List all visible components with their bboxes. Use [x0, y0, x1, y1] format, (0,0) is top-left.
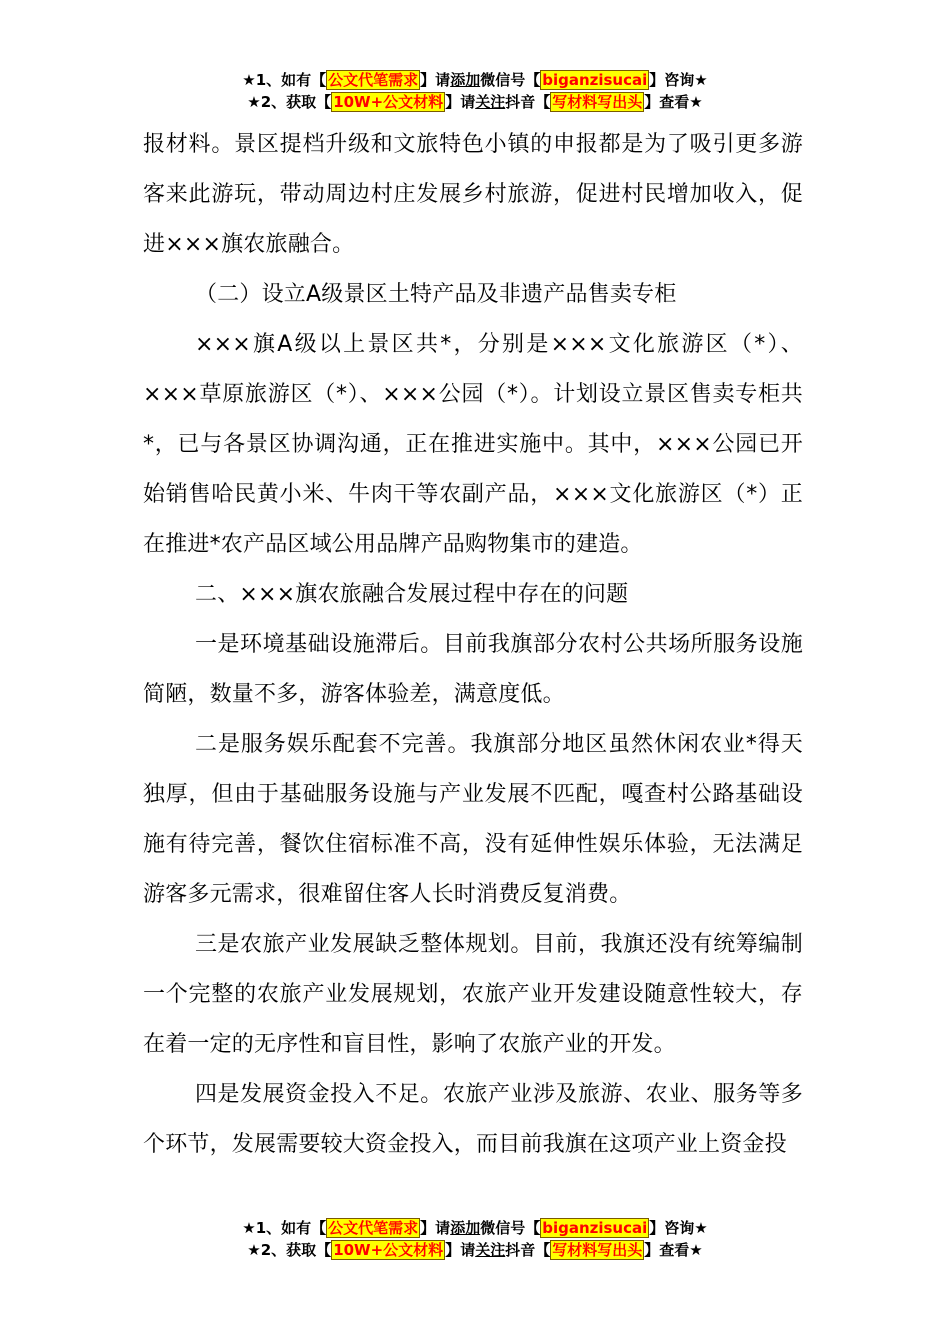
ad-highlight-service: 公文代笔需求: [328, 1219, 419, 1237]
ad-text: 】查看★: [644, 93, 703, 111]
ad-line-1: [0, 69, 950, 91]
ad-line-1: [0, 1217, 950, 1239]
ad-highlight-wechat-id: biganzisucai: [542, 1219, 648, 1237]
ad-highlight-douyin: 写材料写出头: [552, 1241, 643, 1259]
footer-ad-banner: [0, 1217, 950, 1261]
section-heading-problems: 二、×××旗农旅融合发展过程中存在的问题: [195, 582, 629, 607]
ad-emphasis: 关注: [475, 1241, 506, 1259]
ad-text: ★2、获取【: [247, 93, 332, 111]
header-ad-banner: [0, 69, 950, 113]
ad-text: 】咨询★: [649, 1219, 708, 1237]
ad-text: ★1、如有【: [242, 1219, 327, 1237]
ad-text: 】查看★: [644, 1241, 703, 1259]
ad-text: 】请: [420, 71, 451, 89]
ad-highlight-service: 公文代笔需求: [328, 71, 419, 89]
ad-highlight-materials: 10W+公文材料: [333, 1241, 444, 1259]
ad-highlight-wechat-id: biganzisucai: [542, 71, 648, 89]
document-body: [143, 120, 803, 1170]
ad-text: 抖音【: [505, 1241, 551, 1259]
ad-text: 】咨询★: [649, 71, 708, 89]
ad-text: 】请: [445, 1241, 476, 1259]
ad-text: 】请: [420, 1219, 451, 1237]
paragraph-problem-1: 一是环境基础设施滞后。目前我旗部分农村公共场所服务设施简陋，数量不多，游客体验差，满意度低。: [143, 632, 803, 707]
ad-emphasis: 添加: [450, 1219, 481, 1237]
paragraph-continuation: 报材料。景区提档升级和文旅特色小镇的申报都是为了吸引更多游客来此游玩，带动周边村庄发展乡村旅游，促进村民增加收入，促进×××旗农旅融合。: [143, 132, 803, 257]
paragraph-scenic-areas: ×××旗A级以上景区共*，分别是×××文化旅游区（*）、×××草原旅游区（*）、×××公园（*）。计划设立景区售卖专柜共*，已与各景区协调沟通，正在推进实施中。其中，×××公园已开始销售哈民黄小米、牛肉干等农副产品，×××文化旅游区（*）正在推进*农产品区域公用品牌产品购物集市的建造。: [143, 332, 803, 557]
section-heading-sales-counter: （二）设立A级景区土特产品及非遗产品售卖专柜: [195, 282, 677, 307]
ad-highlight-douyin: 写材料写出头: [552, 93, 643, 111]
ad-emphasis: 添加: [450, 71, 481, 89]
ad-text: ★1、如有【: [242, 71, 327, 89]
ad-text: 抖音【: [505, 93, 551, 111]
ad-text: 微信号【: [480, 71, 541, 89]
ad-text: 】请: [445, 93, 476, 111]
ad-highlight-materials: 10W+公文材料: [333, 93, 444, 111]
ad-line-2: [0, 91, 950, 113]
ad-text: 微信号【: [480, 1219, 541, 1237]
paragraph-problem-4: 四是发展资金投入不足。农旅产业涉及旅游、农业、服务等多个环节，发展需要较大资金投入，而目前我旗在这项产业上资金投: [143, 1082, 803, 1157]
paragraph-problem-3: 三是农旅产业发展缺乏整体规划。目前，我旗还没有统筹编制一个完整的农旅产业发展规划，农旅产业开发建设随意性较大，存在着一定的无序性和盲目性，影响了农旅产业的开发。: [143, 932, 803, 1057]
paragraph-problem-2: 二是服务娱乐配套不完善。我旗部分地区虽然休闲农业*得天独厚，但由于基础服务设施与产业发展不匹配，嘎查村公路基础设施有待完善，餐饮住宿标准不高，没有延伸性娱乐体验，无法满足游客多元需求，很难留住客人长时消费反复消费。: [143, 732, 803, 907]
ad-emphasis: 关注: [475, 93, 506, 111]
ad-text: ★2、获取【: [247, 1241, 332, 1259]
ad-line-2: [0, 1239, 950, 1261]
